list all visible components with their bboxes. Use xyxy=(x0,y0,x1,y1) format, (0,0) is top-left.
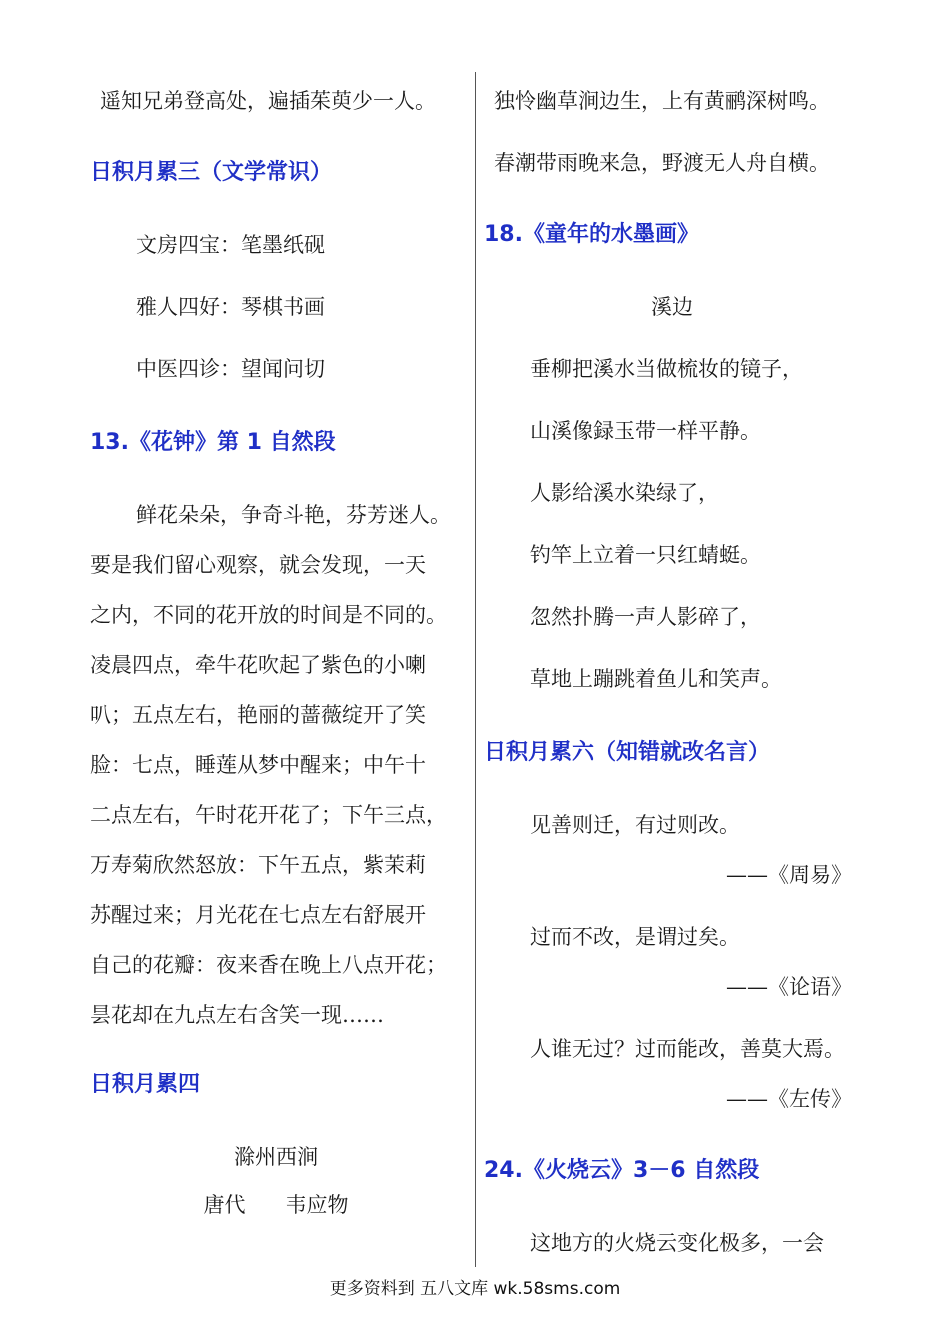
section-heading-literary-knowledge: 日积月累三（文学常识） xyxy=(90,160,333,185)
paragraph-line: 万寿菊欣然怒放：下午五点，紫茉莉 xyxy=(90,853,426,877)
paragraph-line: 苏醒过来；月光花在七点左右舒展开 xyxy=(90,903,426,927)
quote-source: ——《周易》 xyxy=(726,863,852,887)
poem-line: 人影给溪水染绿了， xyxy=(530,481,719,505)
text-line: 中医四诊：望闻问切 xyxy=(136,357,325,381)
poem-line: 忽然扑腾一声人影碎了， xyxy=(530,605,761,629)
poem-line: 钓竿上立着一只红蜻蜓。 xyxy=(530,543,761,567)
paragraph-line: 叭；五点左右，艳丽的蔷薇绽开了笑 xyxy=(90,703,426,727)
section-heading-flower-clock: 13.《花钟》第 1 自然段 xyxy=(90,430,336,455)
footer-watermark: 更多资料到 五八文库 wk.58sms.com xyxy=(329,1279,621,1299)
poem-line: 遥知兄弟登高处，遍插茱萸少一人。 xyxy=(100,89,436,113)
column-divider xyxy=(475,72,476,1267)
text-line: 雅人四好：琴棋书画 xyxy=(136,295,325,319)
quote-text: 见善则迁，有过则改。 xyxy=(530,813,740,837)
paragraph-line: 自己的花瓣：夜来香在晚上八点开花； xyxy=(90,953,447,977)
section-heading-correct-mistakes-quotes: 日积月累六（知错就改名言） xyxy=(484,740,771,765)
section-heading-daily-accumulation-four: 日积月累四 xyxy=(90,1072,201,1097)
quote-text: 人谁无过？过而能改，善莫大焉。 xyxy=(530,1037,845,1061)
paragraph-line: 昙花却在九点左右含笑一现…… xyxy=(90,1003,384,1027)
paragraph-line: 脸：七点，睡莲从梦中醒来；中午十 xyxy=(90,753,426,777)
poem-line: 山溪像録玉带一样平静。 xyxy=(530,419,761,443)
section-heading-childhood-ink-painting: 18.《童年的水墨画》 xyxy=(484,222,699,247)
text-line: 文房四宝：笔墨纸砚 xyxy=(136,233,325,257)
paragraph-line: 要是我们留心观察，就会发现，一天 xyxy=(90,553,426,577)
poem-line: 草地上蹦跳着鱼儿和笑声。 xyxy=(530,667,782,691)
poem-line: 垂柳把溪水当做梳妆的镜子， xyxy=(530,357,803,381)
poem-author: 唐代 韦应物 xyxy=(203,1193,349,1217)
quote-text: 过而不改，是谓过矣。 xyxy=(530,925,740,949)
poem-line: 春潮带雨晚来急，野渡无人舟自横。 xyxy=(494,151,830,175)
paragraph-line: 这地方的火烧云变化极多，一会 xyxy=(530,1231,824,1255)
quote-source: ——《左传》 xyxy=(726,1087,852,1111)
paragraph-line: 二点左右，午时花开花了；下午三点， xyxy=(90,803,447,827)
poem-line: 独怜幽草涧边生，上有黄鹂深树鸣。 xyxy=(494,89,830,113)
quote-source: ——《论语》 xyxy=(726,975,852,999)
paragraph-line: 鲜花朵朵，争奇斗艳，芬芳迷人。 xyxy=(136,503,451,527)
poem-title: 滁州西涧 xyxy=(234,1145,318,1169)
poem-title: 溪边 xyxy=(651,295,693,319)
section-heading-fire-clouds: 24.《火烧云》3－6 自然段 xyxy=(484,1158,760,1183)
paragraph-line: 凌晨四点，牵牛花吹起了紫色的小喇 xyxy=(90,653,426,677)
paragraph-line: 之内，不同的花开放的时间是不同的。 xyxy=(90,603,447,627)
